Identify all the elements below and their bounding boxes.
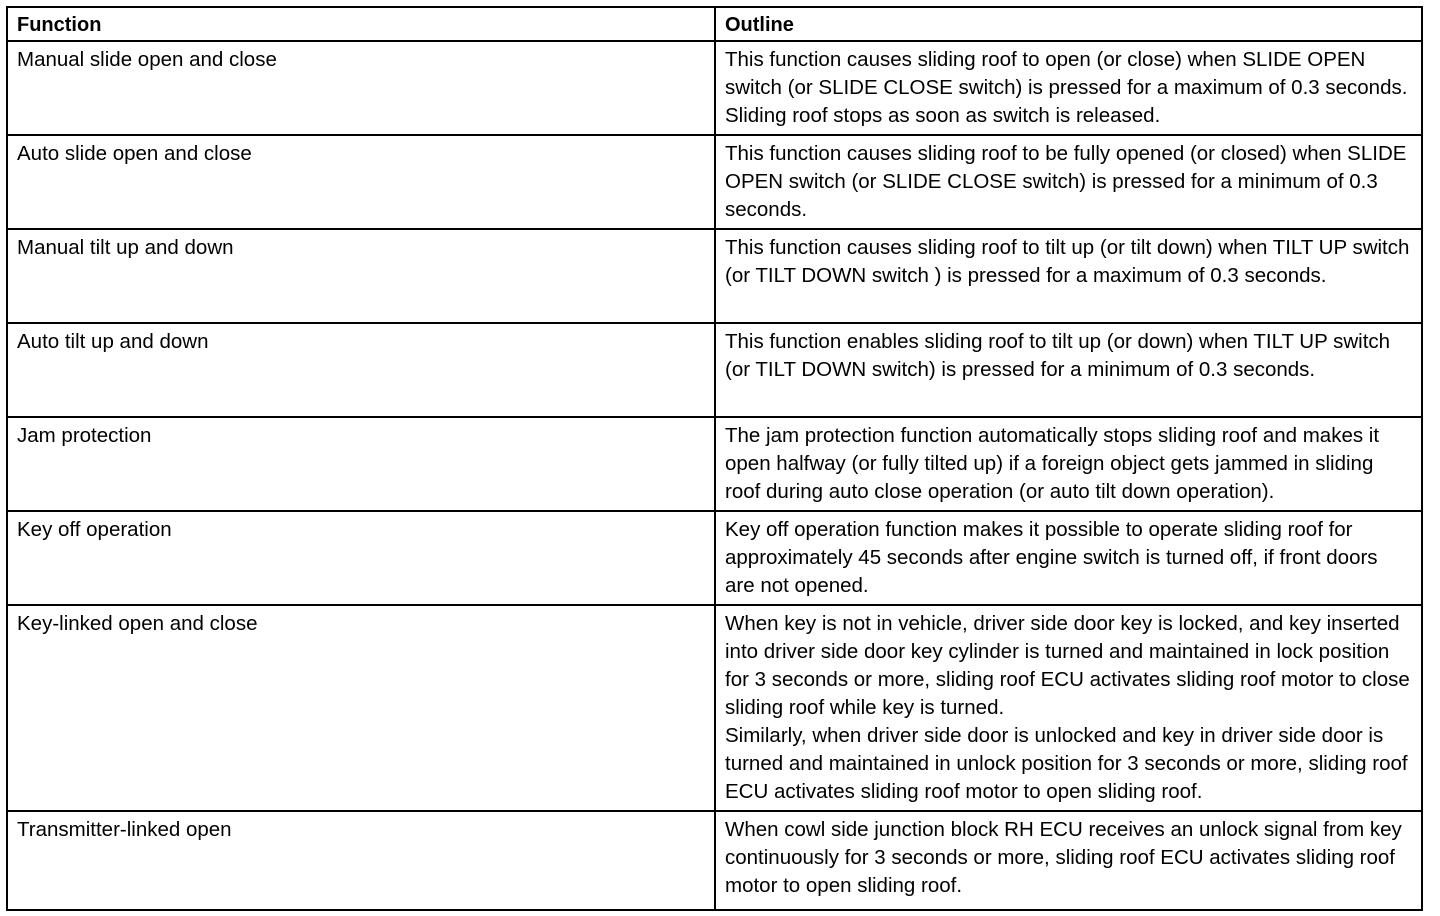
outline-text: When key is not in vehicle, driver side door key is locked, and key inserted into driver side door key cylinder is turned and maintained in lock position for 3 seconds or more, sliding roof ECU activates sliding roof motor to close sliding roof while key is turned. [725, 612, 1410, 719]
outline-cell [715, 41, 1422, 135]
table-row [7, 511, 1422, 605]
table-row [7, 417, 1422, 511]
outline-cell [715, 135, 1422, 229]
outline-cell [715, 511, 1422, 605]
function-cell: Transmitter-linked open [7, 811, 715, 910]
header-row [7, 7, 1422, 41]
outline-cell [715, 417, 1422, 511]
table-row [7, 323, 1422, 417]
outline-text: The jam protection function automatically stops sliding roof and makes it open halfway (or fully tilted up) if a foreign object gets jammed in sliding roof during auto close operation (or auto tilt down operation). [725, 424, 1380, 503]
header-outline: Outline [715, 7, 1422, 41]
outline-cell [715, 229, 1422, 323]
outline-text: This function causes sliding roof to be fully opened (or closed) when SLIDE OPEN switch (or SLIDE CLOSE switch) is pressed for a minimum of 0.3 seconds. [725, 142, 1407, 221]
outline-text: This function causes sliding roof to open (or close) when SLIDE OPEN switch (or SLIDE CLOSE switch) is pressed for a maximum of 0.3 seconds. Sliding roof stops as soon as switch is released. [725, 48, 1408, 127]
outline-text: Similarly, when driver side door is unlocked and key in driver side door is turned and maintained in unlock position for 3 seconds or more, sliding roof ECU activates sliding roof motor to open sliding roof. [725, 724, 1408, 803]
outline-text: This function enables sliding roof to tilt up (or down) when TILT UP switch (or TILT DOWN switch) is pressed for a minimum of 0.3 seconds. [725, 330, 1391, 381]
function-cell: Auto slide open and close [7, 135, 715, 229]
function-cell: Manual slide open and close [7, 41, 715, 135]
function-cell: Key off operation [7, 511, 715, 605]
outline-text: When cowl side junction block RH ECU receives an unlock signal from key continuously for 3 seconds or more, sliding roof ECU activates sliding roof motor to open sliding roof. [725, 818, 1402, 897]
outline-text: Key off operation function makes it possible to operate sliding roof for approximately 45 seconds after engine switch is turned off, if front doors are not opened. [725, 518, 1378, 597]
table-row [7, 229, 1422, 323]
outline-cell [715, 323, 1422, 417]
outline-text: This function causes sliding roof to tilt up (or tilt down) when TILT UP switch (or TILT DOWN switch ) is pressed for a maximum of 0.3 seconds. [725, 236, 1410, 287]
function-cell: Manual tilt up and down [7, 229, 715, 323]
table-row [7, 605, 1422, 811]
function-outline-table [6, 6, 1423, 911]
outline-cell [715, 605, 1422, 811]
table-row [7, 41, 1422, 135]
table-row [7, 135, 1422, 229]
table-row [7, 811, 1422, 910]
function-cell: Key-linked open and close [7, 605, 715, 811]
outline-cell [715, 811, 1422, 910]
header-function: Function [7, 7, 715, 41]
function-cell: Jam protection [7, 417, 715, 511]
function-cell: Auto tilt up and down [7, 323, 715, 417]
